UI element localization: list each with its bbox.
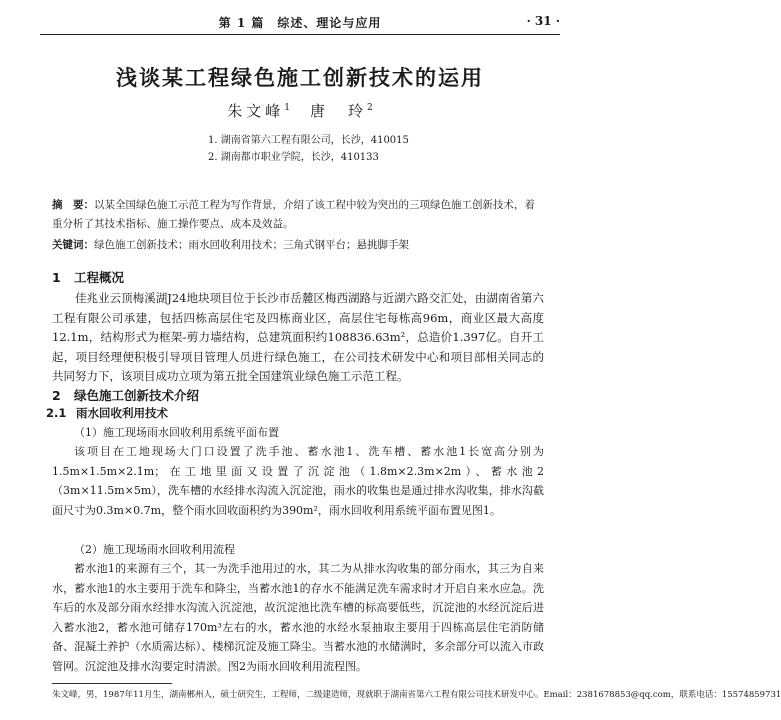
subsection-number: 2.1 <box>46 406 67 420</box>
author-affil-mark: 1 <box>284 103 290 113</box>
author-name: 唐 玲 <box>310 102 368 120</box>
list-item: （2）施工现场雨水回收利用流程 <box>74 543 235 556</box>
paper-title: 浅谈某工程绿色施工创新技术的运用 <box>116 65 484 90</box>
author-name: 朱文峰 <box>227 102 285 120</box>
footnote: 朱文峰，男，1987年11月生，湖南郴州人，硕士研究生，工程师，二级建造师，现就职于湖南省第六工程有限公司技术研发中心。Email：2381678853@qq.com，联系电话：15574859731 <box>52 690 781 700</box>
affiliations <box>208 132 409 166</box>
affiliation: 2. 湖南都市职业学院，长沙，410133 <box>208 152 379 163</box>
running-header-section: 第 1 篇 综述、理论与应用 <box>218 16 382 30</box>
abstract <box>52 196 544 234</box>
subsection-heading <box>46 405 168 421</box>
body-paragraph: 佳兆业云顶梅溪湖J24地块项目位于长沙市岳麓区梅西湖路与近湖六路交汇处，由湖南省第六工程有限公司承建，包括四栋高层住宅及四栋商业区，高层住宅每栋高96m，商业区最大高度12.1m，结构形式为框架-剪力墙结构，总建筑面积约108836.63m²，总造价1.397亿。自开工起，项目经理便积极引导项目管理人员进行绿色施工，在公司技术研发中心和项目部相关同志的共同努力下，该项目成功立项为第五批全国建筑业绿色施工示范工程。 <box>52 291 544 384</box>
abstract-label: 摘 要： <box>52 199 94 211</box>
section-heading <box>52 386 199 404</box>
body-paragraph: 蓄水池1的来源有三个，其一为洗手池用过的水，其二为从排水沟收集的部分雨水，其三为自来水，蓄水池1的水主要用于洗车和降尘，当蓄水池1的存水不能满足洗车需求时才开启自来水应急。洗车后的水及部分雨水经排水沟流入沉淀池，故沉淀池比洗车槽的标高要低些，沉淀池的水经沉淀后进入蓄水池2，蓄水池可储存170m³左右的水，蓄水池的水经水泵抽取主要用于四栋高层住宅消防储备、混凝土养护（水质需达标）、楼梯沉淀及施工降尘。当蓄水池的水储满时，多余部分可以流入市政管网。沉淀池及排水沟要定时清淤。图2为雨水回收利用流程图。 <box>52 562 544 673</box>
footnote-divider <box>52 683 172 684</box>
section-title: 绿色施工创新技术介绍 <box>74 388 200 403</box>
author-line <box>0 100 600 121</box>
page-number: · 31 · <box>526 14 560 28</box>
keywords-text: 绿色施工创新技术；雨水回收利用技术；三角式钢平台；悬挑脚手架 <box>94 239 409 251</box>
body-paragraph: 该项目在工地现场大门口设置了洗手池、蓄水池1、洗车槽、蓄水池1长宽高分别为1.5m×1.5m×2.1m；在工地里面又设置了沉淀池（1.8m×2.3m×2m）、蓄水池2（3m×11.5m×5m），洗车槽的水经排水沟流入沉淀池，雨水的收集也是通过排水沟收集，排水沟截面尺寸为0.3m×0.7m，整个雨水回收面积约为390m²，雨水回收利用系统平面布置见图1。 <box>52 445 544 517</box>
section-number: 2 <box>52 388 61 403</box>
keywords <box>52 236 544 255</box>
list-item: （1）施工现场雨水回收利用系统平面布置 <box>74 426 279 439</box>
subsection-title: 雨水回收利用技术 <box>76 406 168 420</box>
author-affil-mark: 2 <box>367 103 373 113</box>
section-heading <box>52 268 124 286</box>
running-header <box>40 12 560 35</box>
section-title: 工程概况 <box>74 270 125 285</box>
section-number: 1 <box>52 270 61 285</box>
abstract-text: 以某全国绿色施工示范工程为写作背景，介绍了该工程中较为突出的三项绿色施工创新技术，着重分析了其技术指标、施工操作要点、成本及效益。 <box>52 199 535 230</box>
affiliation: 1. 湖南省第六工程有限公司，长沙，410015 <box>208 135 409 146</box>
keywords-label: 关键词： <box>52 239 94 251</box>
